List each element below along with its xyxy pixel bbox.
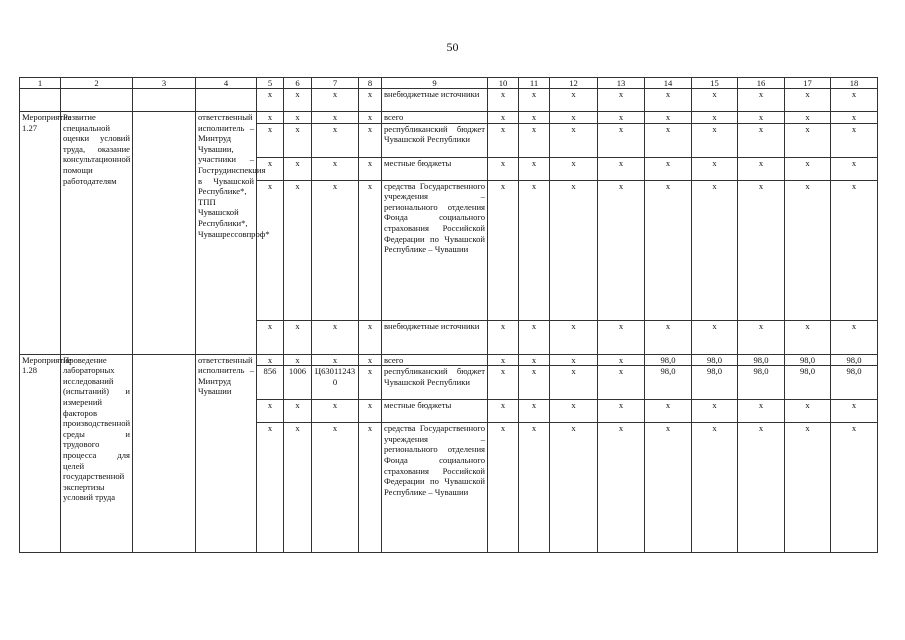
- cell-x: x: [488, 180, 519, 320]
- cell-x: x: [645, 180, 692, 320]
- cell-x: x: [831, 157, 878, 180]
- cell-x: x: [312, 123, 359, 157]
- cell-x: x: [598, 112, 645, 124]
- cell-x: x: [831, 423, 878, 553]
- cell-x: x: [550, 180, 598, 320]
- cell-empty: [133, 112, 196, 355]
- measure-name: Развитие специальной оценки условий труда, оказание консультационной помощи работодателям: [61, 112, 133, 355]
- cell-x: x: [257, 400, 284, 423]
- funding-source: республиканский бюджет Чувашской Республики: [382, 366, 488, 400]
- cell-x: x: [692, 123, 738, 157]
- col-header: 12: [550, 78, 598, 89]
- cell-x: x: [519, 354, 550, 366]
- cell-x: x: [785, 423, 831, 553]
- col-header: 18: [831, 78, 878, 89]
- cell-x: x: [284, 89, 312, 112]
- cell-x: x: [488, 354, 519, 366]
- col-header: 6: [284, 78, 312, 89]
- col-header: 11: [519, 78, 550, 89]
- col-header: 4: [196, 78, 257, 89]
- funding-source: всего: [382, 354, 488, 366]
- cell-x: x: [785, 112, 831, 124]
- cell-x: x: [645, 320, 692, 354]
- cell-x: x: [312, 112, 359, 124]
- cell-x: x: [359, 320, 382, 354]
- col-header: 5: [257, 78, 284, 89]
- cell-x: x: [550, 423, 598, 553]
- cell-value: 98,0: [645, 354, 692, 366]
- cell-x: x: [312, 89, 359, 112]
- cell-grbs: 856: [257, 366, 284, 400]
- cell-x: x: [692, 423, 738, 553]
- cell-x: x: [257, 320, 284, 354]
- cell-x: x: [645, 112, 692, 124]
- cell-x: x: [257, 157, 284, 180]
- col-header: 17: [785, 78, 831, 89]
- cell-value: 98,0: [785, 354, 831, 366]
- col-header: 2: [61, 78, 133, 89]
- cell-x: x: [550, 400, 598, 423]
- cell-x: x: [738, 157, 785, 180]
- cell-x: x: [359, 180, 382, 320]
- cell-x: x: [284, 180, 312, 320]
- cell-x: x: [519, 320, 550, 354]
- cell-x: x: [284, 354, 312, 366]
- cell-x: x: [519, 366, 550, 400]
- cell-value: 98,0: [738, 366, 785, 400]
- cell-x: x: [359, 423, 382, 553]
- col-header: 9: [382, 78, 488, 89]
- cell-x: x: [785, 89, 831, 112]
- cell-x: x: [519, 180, 550, 320]
- cell-x: x: [598, 123, 645, 157]
- cell-x: x: [284, 320, 312, 354]
- funding-source: средства Государственного учреждения – регионального отделения Фонда социального страхования Российской Федерации по Чувашской Республике – Чувашии: [382, 180, 488, 320]
- cell-x: x: [692, 400, 738, 423]
- cell-x: x: [550, 354, 598, 366]
- cell-value: 98,0: [692, 354, 738, 366]
- cell-x: x: [738, 89, 785, 112]
- cell-x: x: [519, 112, 550, 124]
- column-number-row: [20, 78, 878, 89]
- cell-x: x: [738, 320, 785, 354]
- cell-value: 98,0: [831, 366, 878, 400]
- cell-x: x: [550, 320, 598, 354]
- cell-x: x: [785, 123, 831, 157]
- cell-x: x: [550, 112, 598, 124]
- cell-x: x: [738, 423, 785, 553]
- measure-code: Мероприятие 1.27: [20, 112, 61, 355]
- col-header: 10: [488, 78, 519, 89]
- cell-x: x: [785, 320, 831, 354]
- cell-x: x: [312, 423, 359, 553]
- cell-empty: [61, 89, 133, 112]
- cell-x: x: [488, 366, 519, 400]
- cell-x: x: [284, 423, 312, 553]
- cell-x: x: [519, 423, 550, 553]
- col-header: 7: [312, 78, 359, 89]
- cell-x: x: [359, 157, 382, 180]
- col-header: 16: [738, 78, 785, 89]
- cell-x: x: [692, 112, 738, 124]
- cell-x: x: [785, 400, 831, 423]
- cell-x: x: [257, 180, 284, 320]
- cell-x: x: [645, 123, 692, 157]
- col-header: 8: [359, 78, 382, 89]
- cell-x: x: [598, 89, 645, 112]
- cell-x: x: [598, 320, 645, 354]
- cell-x: x: [359, 89, 382, 112]
- cell-x: x: [312, 320, 359, 354]
- cell-value: 98,0: [738, 354, 785, 366]
- cell-value: 98,0: [645, 366, 692, 400]
- table-row: [20, 112, 878, 124]
- cell-x: x: [598, 366, 645, 400]
- cell-csr: Ц630112430: [312, 366, 359, 400]
- cell-x: x: [488, 123, 519, 157]
- cell-x: x: [645, 400, 692, 423]
- col-header: 15: [692, 78, 738, 89]
- funding-source: внебюджетные источники: [382, 89, 488, 112]
- cell-x: x: [519, 89, 550, 112]
- cell-x: x: [488, 89, 519, 112]
- col-header: 3: [133, 78, 196, 89]
- cell-x: x: [831, 89, 878, 112]
- measure-executor: ответственный исполнитель – Минтруд Чувашии, участники – Гострудинспекция в Чувашской Республике*, ТПП Чувашской Республики*, Чувашрессовпроф*: [196, 112, 257, 355]
- cell-x: x: [359, 400, 382, 423]
- cell-x: x: [550, 89, 598, 112]
- measure-code: Мероприятие 1.28: [20, 354, 61, 553]
- cell-x: x: [284, 123, 312, 157]
- cell-x: x: [359, 354, 382, 366]
- cell-empty: [20, 89, 61, 112]
- cell-x: x: [257, 112, 284, 124]
- col-header: 13: [598, 78, 645, 89]
- cell-x: x: [598, 354, 645, 366]
- cell-x: x: [831, 123, 878, 157]
- cell-x: x: [312, 400, 359, 423]
- cell-x: x: [359, 366, 382, 400]
- cell-x: x: [645, 423, 692, 553]
- cell-x: x: [488, 112, 519, 124]
- cell-x: x: [738, 180, 785, 320]
- funding-source: всего: [382, 112, 488, 124]
- cell-x: x: [257, 354, 284, 366]
- cell-x: x: [598, 157, 645, 180]
- cell-x: x: [488, 157, 519, 180]
- cell-x: x: [785, 180, 831, 320]
- cell-x: x: [550, 157, 598, 180]
- cell-x: x: [831, 112, 878, 124]
- cell-x: x: [312, 157, 359, 180]
- cell-x: x: [692, 157, 738, 180]
- funding-source: внебюджетные источники: [382, 320, 488, 354]
- cell-x: x: [519, 157, 550, 180]
- funding-source: республиканский бюджет Чувашской Республики: [382, 123, 488, 157]
- cell-x: x: [488, 320, 519, 354]
- program-table: [19, 77, 878, 553]
- cell-x: x: [284, 112, 312, 124]
- cell-x: x: [598, 400, 645, 423]
- measure-executor: ответственный исполнитель – Минтруд Чувашии: [196, 354, 257, 553]
- page-number: 50: [446, 40, 459, 54]
- cell-x: x: [488, 400, 519, 423]
- funding-source: местные бюджеты: [382, 400, 488, 423]
- funding-source: средства Государственного учреждения – регионального отделения Фонда социального страхования Российской Федерации по Чувашской Республике – Чувашии: [382, 423, 488, 553]
- cell-x: x: [645, 157, 692, 180]
- funding-source: местные бюджеты: [382, 157, 488, 180]
- cell-x: x: [284, 400, 312, 423]
- cell-value: 98,0: [831, 354, 878, 366]
- cell-value: 98,0: [692, 366, 738, 400]
- cell-x: x: [831, 400, 878, 423]
- cell-x: x: [598, 180, 645, 320]
- table-row: [20, 354, 878, 366]
- cell-value: 98,0: [785, 366, 831, 400]
- cell-x: x: [519, 400, 550, 423]
- cell-x: x: [257, 123, 284, 157]
- cell-x: x: [284, 157, 312, 180]
- measure-name: Проведение лабораторных исследований (испытаний) и измерений факторов производственной среды и трудового процесса для целей государственной экспертизы условий труда: [61, 354, 133, 553]
- cell-x: x: [257, 423, 284, 553]
- cell-empty: [133, 89, 196, 112]
- cell-x: x: [645, 89, 692, 112]
- cell-empty: [196, 89, 257, 112]
- cell-x: x: [550, 123, 598, 157]
- cell-x: x: [550, 366, 598, 400]
- cell-x: x: [359, 123, 382, 157]
- cell-x: x: [598, 423, 645, 553]
- cell-x: x: [785, 157, 831, 180]
- cell-x: x: [692, 320, 738, 354]
- cell-x: x: [488, 423, 519, 553]
- cell-x: x: [831, 180, 878, 320]
- cell-x: x: [519, 123, 550, 157]
- cell-rzpr: 1006: [284, 366, 312, 400]
- cell-x: x: [738, 123, 785, 157]
- cell-x: x: [831, 320, 878, 354]
- col-header: 14: [645, 78, 692, 89]
- table-row: [20, 89, 878, 112]
- cell-x: x: [738, 400, 785, 423]
- cell-x: x: [312, 180, 359, 320]
- cell-x: x: [692, 180, 738, 320]
- col-header: 1: [20, 78, 61, 89]
- cell-x: x: [312, 354, 359, 366]
- cell-x: x: [359, 112, 382, 124]
- cell-x: x: [257, 89, 284, 112]
- cell-x: x: [692, 89, 738, 112]
- cell-empty: [133, 354, 196, 553]
- cell-x: x: [738, 112, 785, 124]
